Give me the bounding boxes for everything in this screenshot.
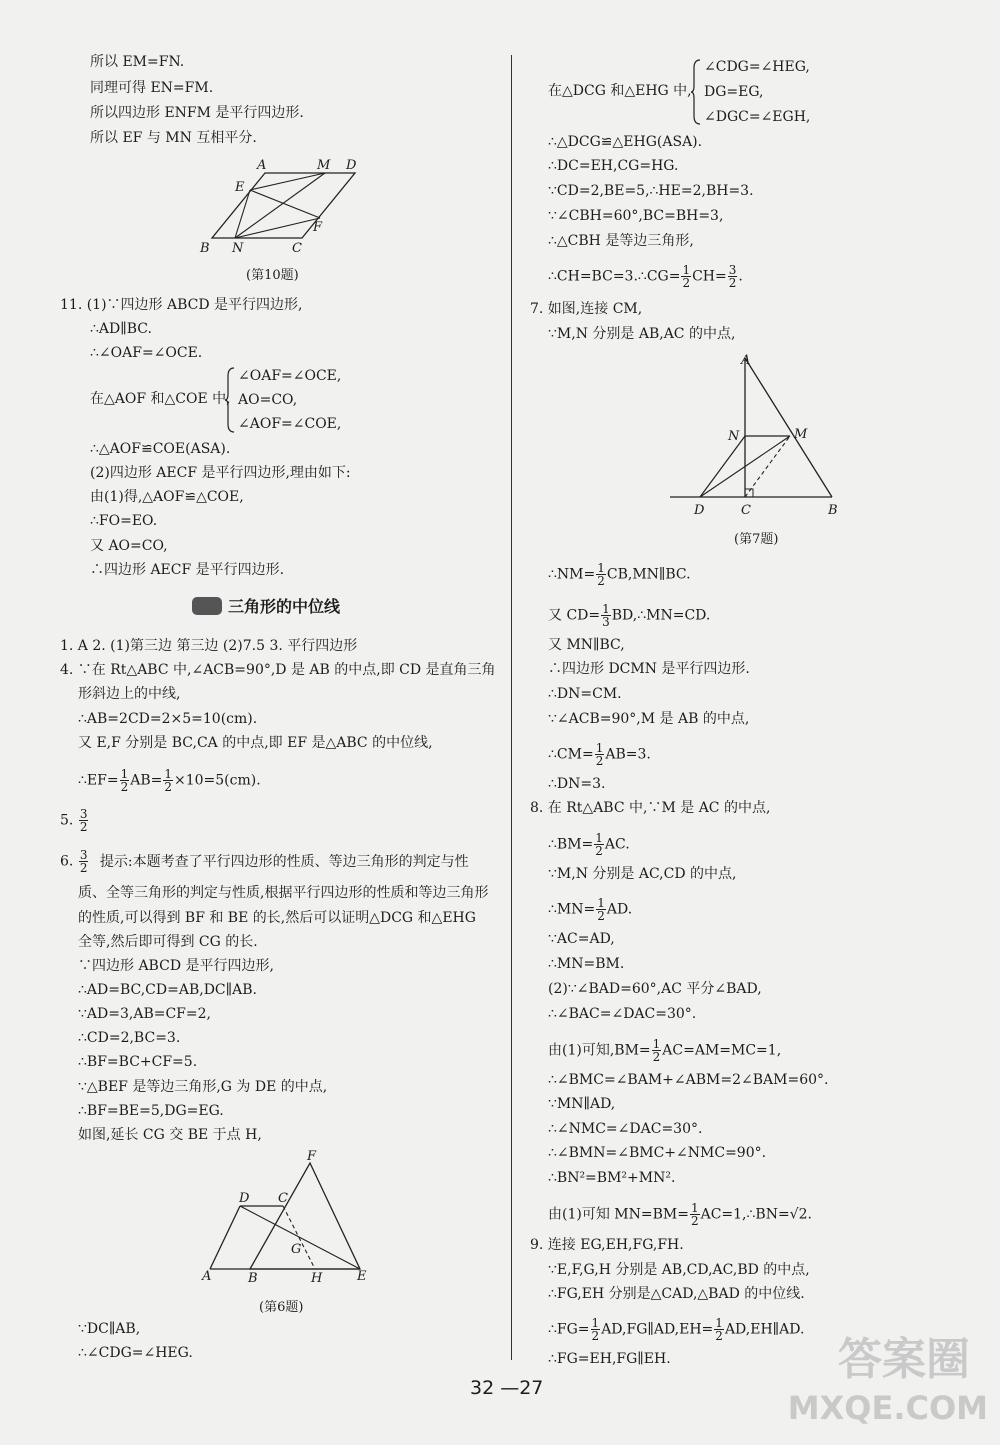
numerator: 3 — [79, 807, 88, 821]
fig-label: E — [235, 180, 245, 195]
text: AD. — [606, 901, 633, 918]
denominator: 2 — [79, 820, 88, 834]
text-line: ∠CDG=∠HEG, — [704, 59, 810, 75]
text-line: 的性质,可以得到 BF 和 BE 的长,然后可以证明△DCG 和△EHG — [78, 910, 476, 926]
numerator: 1 — [595, 741, 604, 755]
text-line: ∵DC∥AB, — [78, 1321, 141, 1337]
fig-label: D — [346, 158, 357, 173]
fig-label: B — [248, 1271, 258, 1286]
denominator: 2 — [715, 1329, 723, 1343]
denominator: 2 — [728, 276, 737, 290]
denominator: 2 — [682, 276, 691, 290]
fraction — [690, 1202, 700, 1227]
fig-label: F — [307, 1149, 317, 1164]
numerator: 1 — [597, 896, 605, 910]
text: CH= — [692, 268, 727, 285]
figure-6 — [195, 1148, 375, 1288]
text-line: ∠OAF=∠OCE, — [238, 368, 342, 384]
text-line: ∴∠NMC=∠DAC=30°. — [548, 1121, 703, 1137]
fig-label: N — [728, 429, 740, 444]
denominator: 2 — [597, 574, 605, 588]
section-badge — [192, 597, 222, 615]
fraction — [594, 832, 604, 857]
text: ∴NM= — [548, 566, 596, 583]
text-line: 在△DCG 和△EHG 中, — [548, 83, 692, 99]
fraction — [601, 603, 611, 628]
text-line: 8. 在 Rt△ABC 中,∵M 是 AC 的中点, — [530, 800, 771, 816]
fraction — [120, 768, 130, 793]
numerator: 1 — [682, 263, 691, 277]
text-line: (2)四边形 AECF 是平行四边形,理由如下: — [90, 465, 351, 481]
text-line: 又 AO=CO, — [90, 538, 168, 554]
text-line: 全等,然后即可得到 CG 的长. — [78, 934, 258, 950]
column-divider — [511, 55, 512, 1360]
text-line: 11. (1)∵四边形 ABCD 是平行四边形, — [60, 297, 303, 313]
fraction — [714, 1317, 724, 1342]
text-line: 又 E,F 分别是 BC,CA 的中点,即 EF 是△ABC 的中位线, — [78, 735, 433, 751]
text-line: ∴AB=2CD=2×5=10(cm). — [78, 711, 258, 727]
text: BD,∴MN=CD. — [611, 607, 711, 624]
text-line: 同理可得 EN=FM. — [90, 80, 214, 96]
text-line: ∴FG,EH 分别是△CAD,△BAD 的中位线. — [548, 1286, 805, 1302]
fraction — [163, 768, 173, 793]
denominator: 2 — [595, 754, 604, 768]
denominator: 2 — [591, 1329, 600, 1343]
text-line: ∴CD=2,BC=3. — [78, 1030, 181, 1046]
text-line: ∵∠CBH=60°,BC=BH=3, — [548, 208, 724, 224]
numerator: 1 — [595, 831, 603, 845]
text: . — [738, 268, 743, 285]
page-number: 32 —27 — [470, 1377, 544, 1399]
numerator: 1 — [164, 767, 172, 781]
fig-label: C — [278, 1191, 288, 1206]
text: ∴MN= — [548, 901, 596, 918]
text-line: ∴△AOF≌COE(ASA). — [90, 441, 231, 457]
fig-label: A — [202, 1269, 212, 1284]
fig-label: D — [239, 1191, 250, 1206]
text: 提示:本题考查了平行四边形的性质、等边三角形的判定与性 — [99, 853, 469, 870]
figure-7 — [670, 350, 850, 520]
text: ∴EF= — [78, 772, 119, 789]
text-line: ∠AOF=∠COE, — [238, 416, 342, 432]
figure-10 — [195, 156, 365, 256]
text-line: (2)∵∠BAD=60°,AC 平分∠BAD, — [548, 981, 762, 997]
fraction — [595, 742, 605, 767]
text-line — [548, 1202, 812, 1227]
text-line: ∴∠BMN=∠BMC+∠NMC=90°. — [548, 1145, 767, 1161]
fig-label: F — [313, 220, 323, 235]
fig-label: H — [311, 1271, 323, 1286]
text-line: 如图,延长 CG 交 BE 于点 H, — [78, 1127, 262, 1143]
fig-label: G — [291, 1242, 302, 1257]
text-line: ∴BF=BC+CF=5. — [78, 1054, 198, 1070]
text-line — [548, 832, 630, 857]
text-line: 又 MN∥BC, — [548, 637, 625, 653]
fig-label: C — [741, 503, 751, 518]
text: ∴CH=BC=3.∴CG= — [548, 268, 681, 285]
watermark-logo: 答案圈 — [838, 1334, 970, 1385]
text-line: 7. 如图,连接 CM, — [530, 301, 643, 317]
text-line: 质、全等三角形的判定与性质,根据平行四边形的性质和等边三角形 — [78, 885, 489, 901]
text-line: DG=EG, — [704, 84, 764, 100]
text-line: ∵AD=3,AB=CF=2, — [78, 1006, 211, 1022]
text-line: ∴∠BMC=∠BAM+∠ABM=2∠BAM=60°. — [548, 1072, 829, 1088]
fig-label: M — [794, 427, 808, 442]
fraction — [728, 264, 738, 289]
text-line: ∴△CBH 是等边三角形, — [548, 233, 694, 249]
fig-label: E — [357, 1269, 367, 1284]
fraction — [596, 897, 606, 922]
fig-label: M — [317, 158, 331, 173]
text-line: ∴∠CDG=∠HEG. — [78, 1345, 193, 1361]
text-line — [548, 1317, 804, 1342]
text-line — [548, 897, 632, 922]
fraction — [681, 264, 691, 289]
brace — [224, 366, 236, 434]
fraction — [79, 849, 89, 874]
text: 又 CD= — [548, 607, 601, 624]
text-line: ∴△DCG≌△EHG(ASA). — [548, 134, 703, 150]
right-column — [515, 0, 1000, 1445]
section-title: 三角形的中位线 — [228, 597, 341, 616]
denominator: 2 — [79, 861, 88, 875]
text: AC. — [604, 836, 630, 853]
brace — [690, 58, 702, 126]
text-line: ∵∠ACB=90°,M 是 AB 的中点, — [548, 711, 750, 727]
text: ∴FG= — [548, 1321, 590, 1338]
text-line: ∵CD=2,BE=5,∴HE=2,BH=3. — [548, 183, 754, 199]
text: AB=3. — [605, 746, 651, 763]
text: ×10=5(cm). — [174, 772, 261, 789]
text-line: 所以四边形 ENFM 是平行四边形. — [90, 105, 304, 121]
denominator: 2 — [164, 780, 172, 794]
text-line: ∴MN=BM. — [548, 956, 625, 972]
text-line: 1. A 2. (1)第三边 第三边 (2)7.5 3. 平行四边形 — [60, 638, 358, 654]
text-line — [78, 768, 261, 793]
text-line — [548, 742, 651, 767]
text: AC=1,∴BN=√2. — [700, 1206, 812, 1223]
numerator: 1 — [715, 1316, 723, 1330]
text-line: ∴AD=BC,CD=AB,DC∥AB. — [78, 982, 257, 998]
text-line: ∴BN²=BM²+MN². — [548, 1170, 676, 1186]
numerator: 1 — [591, 1316, 600, 1330]
fig-label: C — [292, 241, 302, 256]
text-line — [60, 849, 469, 874]
text: ∴BM= — [548, 836, 594, 853]
text-line: ∵AC=AD, — [548, 931, 615, 947]
fig-label: N — [232, 241, 244, 256]
text-line: 形斜边上的中线, — [78, 686, 181, 702]
fig-label: B — [828, 503, 838, 518]
denominator: 3 — [602, 615, 610, 629]
text-line: ∴∠BAC=∠DAC=30°. — [548, 1006, 697, 1022]
text-line: 4. ∵在 Rt△ABC 中,∠ACB=90°,D 是 AB 的中点,即 CD 是直角三角 — [60, 662, 496, 678]
numerator: 1 — [597, 561, 605, 575]
text-line: AO=CO, — [238, 392, 298, 408]
fraction — [652, 1038, 662, 1063]
fig-label: A — [257, 158, 267, 173]
text-line: ∴DN=CM. — [548, 686, 622, 702]
figure-caption: (第10题) — [246, 268, 299, 283]
text-line: 所以 EF 与 MN 互相平分. — [90, 130, 257, 146]
text: AD,EH∥AD. — [724, 1321, 805, 1338]
text: AC=AM=MC=1, — [662, 1042, 782, 1059]
text-line: ∴四边形 AECF 是平行四边形. — [90, 562, 285, 578]
text-line: ∴∠OAF=∠OCE. — [90, 345, 203, 361]
text-line: ∵四边形 ABCD 是平行四边形, — [78, 958, 274, 974]
text: ∴CM= — [548, 746, 594, 763]
text-line — [548, 603, 710, 628]
text-line: ∴FG=EH,FG∥EH. — [548, 1351, 671, 1367]
text-line: ∴BF=BE=5,DG=EG. — [78, 1103, 224, 1119]
denominator: 2 — [595, 844, 603, 858]
text-line: ∵E,F,G,H 分别是 AB,CD,AC,BD 的中点, — [548, 1262, 810, 1278]
text-line: 在△AOF 和△COE 中, — [90, 391, 231, 407]
text-line: ∵△BEF 是等边三角形,G 为 DE 的中点, — [78, 1079, 328, 1095]
text-line — [548, 562, 691, 587]
text-line: ∠DGC=∠EGH, — [704, 109, 811, 125]
denominator: 2 — [120, 780, 129, 794]
denominator: 2 — [597, 909, 605, 923]
text-line: 由(1)得,△AOF≌△COE, — [90, 489, 244, 505]
text-line — [548, 1038, 781, 1063]
fig-label: B — [200, 241, 210, 256]
numerator: 1 — [690, 1201, 699, 1215]
text-line: ∴FO=EO. — [90, 513, 158, 529]
fig-label: A — [741, 353, 751, 368]
denominator: 2 — [690, 1214, 699, 1228]
text: AB= — [130, 772, 163, 789]
text-line: ∴四边形 DCMN 是平行四边形. — [548, 661, 750, 677]
fig-label: D — [694, 503, 705, 518]
text-line — [60, 808, 89, 833]
text: 6. — [60, 853, 74, 870]
text-line: ∴DC=EH,CG=HG. — [548, 158, 679, 174]
text: 5. — [60, 812, 74, 829]
text: AD,FG∥AD,EH= — [601, 1321, 714, 1338]
numerator: 1 — [120, 767, 129, 781]
numerator: 3 — [79, 848, 88, 862]
text: 由(1)可知 MN=BM= — [548, 1206, 689, 1223]
figure-caption: (第6题) — [259, 1300, 304, 1315]
text-line: ∵M,N 分别是 AB,AC 的中点, — [548, 326, 736, 342]
numerator: 1 — [652, 1037, 661, 1051]
text-line: ∵MN∥AD, — [548, 1096, 616, 1112]
text-line: ∴AD∥BC. — [90, 321, 152, 337]
fraction — [79, 808, 89, 833]
text-line: 9. 连接 EG,EH,FG,FH. — [530, 1237, 684, 1253]
numerator: 1 — [602, 602, 610, 616]
watermark-url: MXQE.COM — [787, 1389, 988, 1427]
figure-caption: (第7题) — [734, 532, 779, 547]
text-line: ∵M,N 分别是 AC,CD 的中点, — [548, 866, 737, 882]
text: 由(1)可知,BM= — [548, 1042, 651, 1059]
fraction — [596, 562, 606, 587]
text: CB,MN∥BC. — [606, 566, 691, 583]
text-line: ∴DN=3. — [548, 776, 606, 792]
text-line — [548, 264, 743, 289]
numerator: 3 — [728, 263, 737, 277]
fraction — [591, 1317, 601, 1342]
denominator: 2 — [652, 1050, 661, 1064]
text-line: 所以 EM=FN. — [90, 54, 185, 70]
